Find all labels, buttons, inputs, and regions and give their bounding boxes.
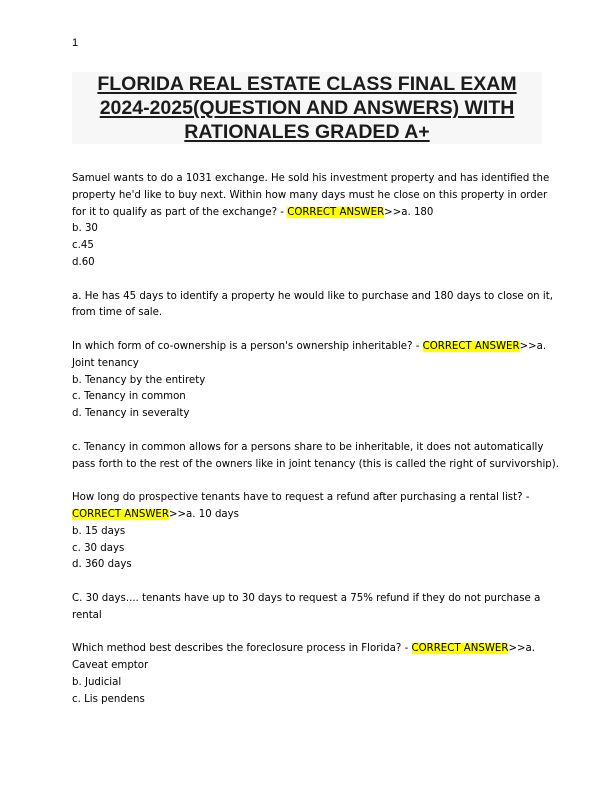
answer-text: >>a. xyxy=(508,643,536,655)
rationale: pass forth to the rest of the owners like in joint tenancy (this is called the right of survivorship). xyxy=(72,458,559,470)
question-block-1 xyxy=(72,171,553,339)
question-answer-line xyxy=(72,339,547,356)
question-answer-line xyxy=(72,641,544,658)
question-text: for it to qualify as part of the exchange? - xyxy=(72,206,288,218)
correct-answer-highlight: CORRECT ANSWER xyxy=(411,643,509,655)
question-text: Which method best describes the foreclosure process in Florida? - xyxy=(72,643,412,655)
page-number: 1 xyxy=(72,37,79,49)
rationale: a. He has 45 days to identify a property he would like to purchase and 180 days to close on it, xyxy=(72,290,553,302)
exam-content xyxy=(72,171,559,709)
question-answer-line xyxy=(72,205,544,222)
question-text: property he'd like to buy next. Within how many days must he close on this property in order xyxy=(72,189,548,201)
option: Caveat emptor xyxy=(72,660,149,672)
question-text: Samuel wants to do a 1031 exchange. He sold his investment property and has identified the xyxy=(72,173,550,184)
document-title xyxy=(72,72,542,144)
option: b. Judicial xyxy=(72,676,122,688)
option: b. Tenancy by the entirety xyxy=(72,374,206,386)
answer-text: >>a. 180 xyxy=(384,206,434,218)
option: Joint tenancy xyxy=(72,357,139,369)
title-line-1: FLORIDA REAL ESTATE CLASS FINAL EXAM xyxy=(97,73,517,95)
rationale: C. 30 days.... tenants have up to 30 days to request a 75% refund if they do not purchase a xyxy=(72,592,541,604)
option: b. 30 xyxy=(72,223,98,235)
option: c. Lis pendens xyxy=(72,693,145,705)
option: c. Tenancy in common xyxy=(72,391,186,403)
correct-answer-highlight: CORRECT ANSWER xyxy=(422,340,520,352)
answer-text: >>a. 10 days xyxy=(168,508,239,520)
option: d. 360 days xyxy=(72,559,132,571)
question-answer-line xyxy=(72,507,544,524)
question-block-3 xyxy=(72,490,544,641)
option: d.60 xyxy=(72,256,95,268)
question-block-4 xyxy=(72,641,544,708)
question-text: How long do prospective tenants have to request a refund after purchasing a rental list? - xyxy=(72,492,530,504)
option: d. Tenancy in severalty xyxy=(72,408,190,420)
title-line-3: RATIONALES GRADED A+ xyxy=(184,121,430,143)
rationale: rental xyxy=(72,609,102,621)
correct-answer-highlight: CORRECT ANSWER xyxy=(72,508,169,520)
option: c.45 xyxy=(72,240,94,252)
question-block-2 xyxy=(72,339,559,490)
question-text: In which form of co-ownership is a person's ownership inheritable? - xyxy=(72,340,423,352)
answer-text: >>a. xyxy=(519,340,547,352)
option: b. 15 days xyxy=(72,525,126,537)
rationale: c. Tenancy in common allows for a persons share to be inheritable, it does not automatically xyxy=(72,441,544,453)
option: c. 30 days xyxy=(72,542,125,554)
rationale: from time of sale. xyxy=(72,307,163,319)
title-line-2: 2024-2025(QUESTION AND ANSWERS) WITH xyxy=(99,97,515,119)
correct-answer-highlight: CORRECT ANSWER xyxy=(287,206,385,218)
